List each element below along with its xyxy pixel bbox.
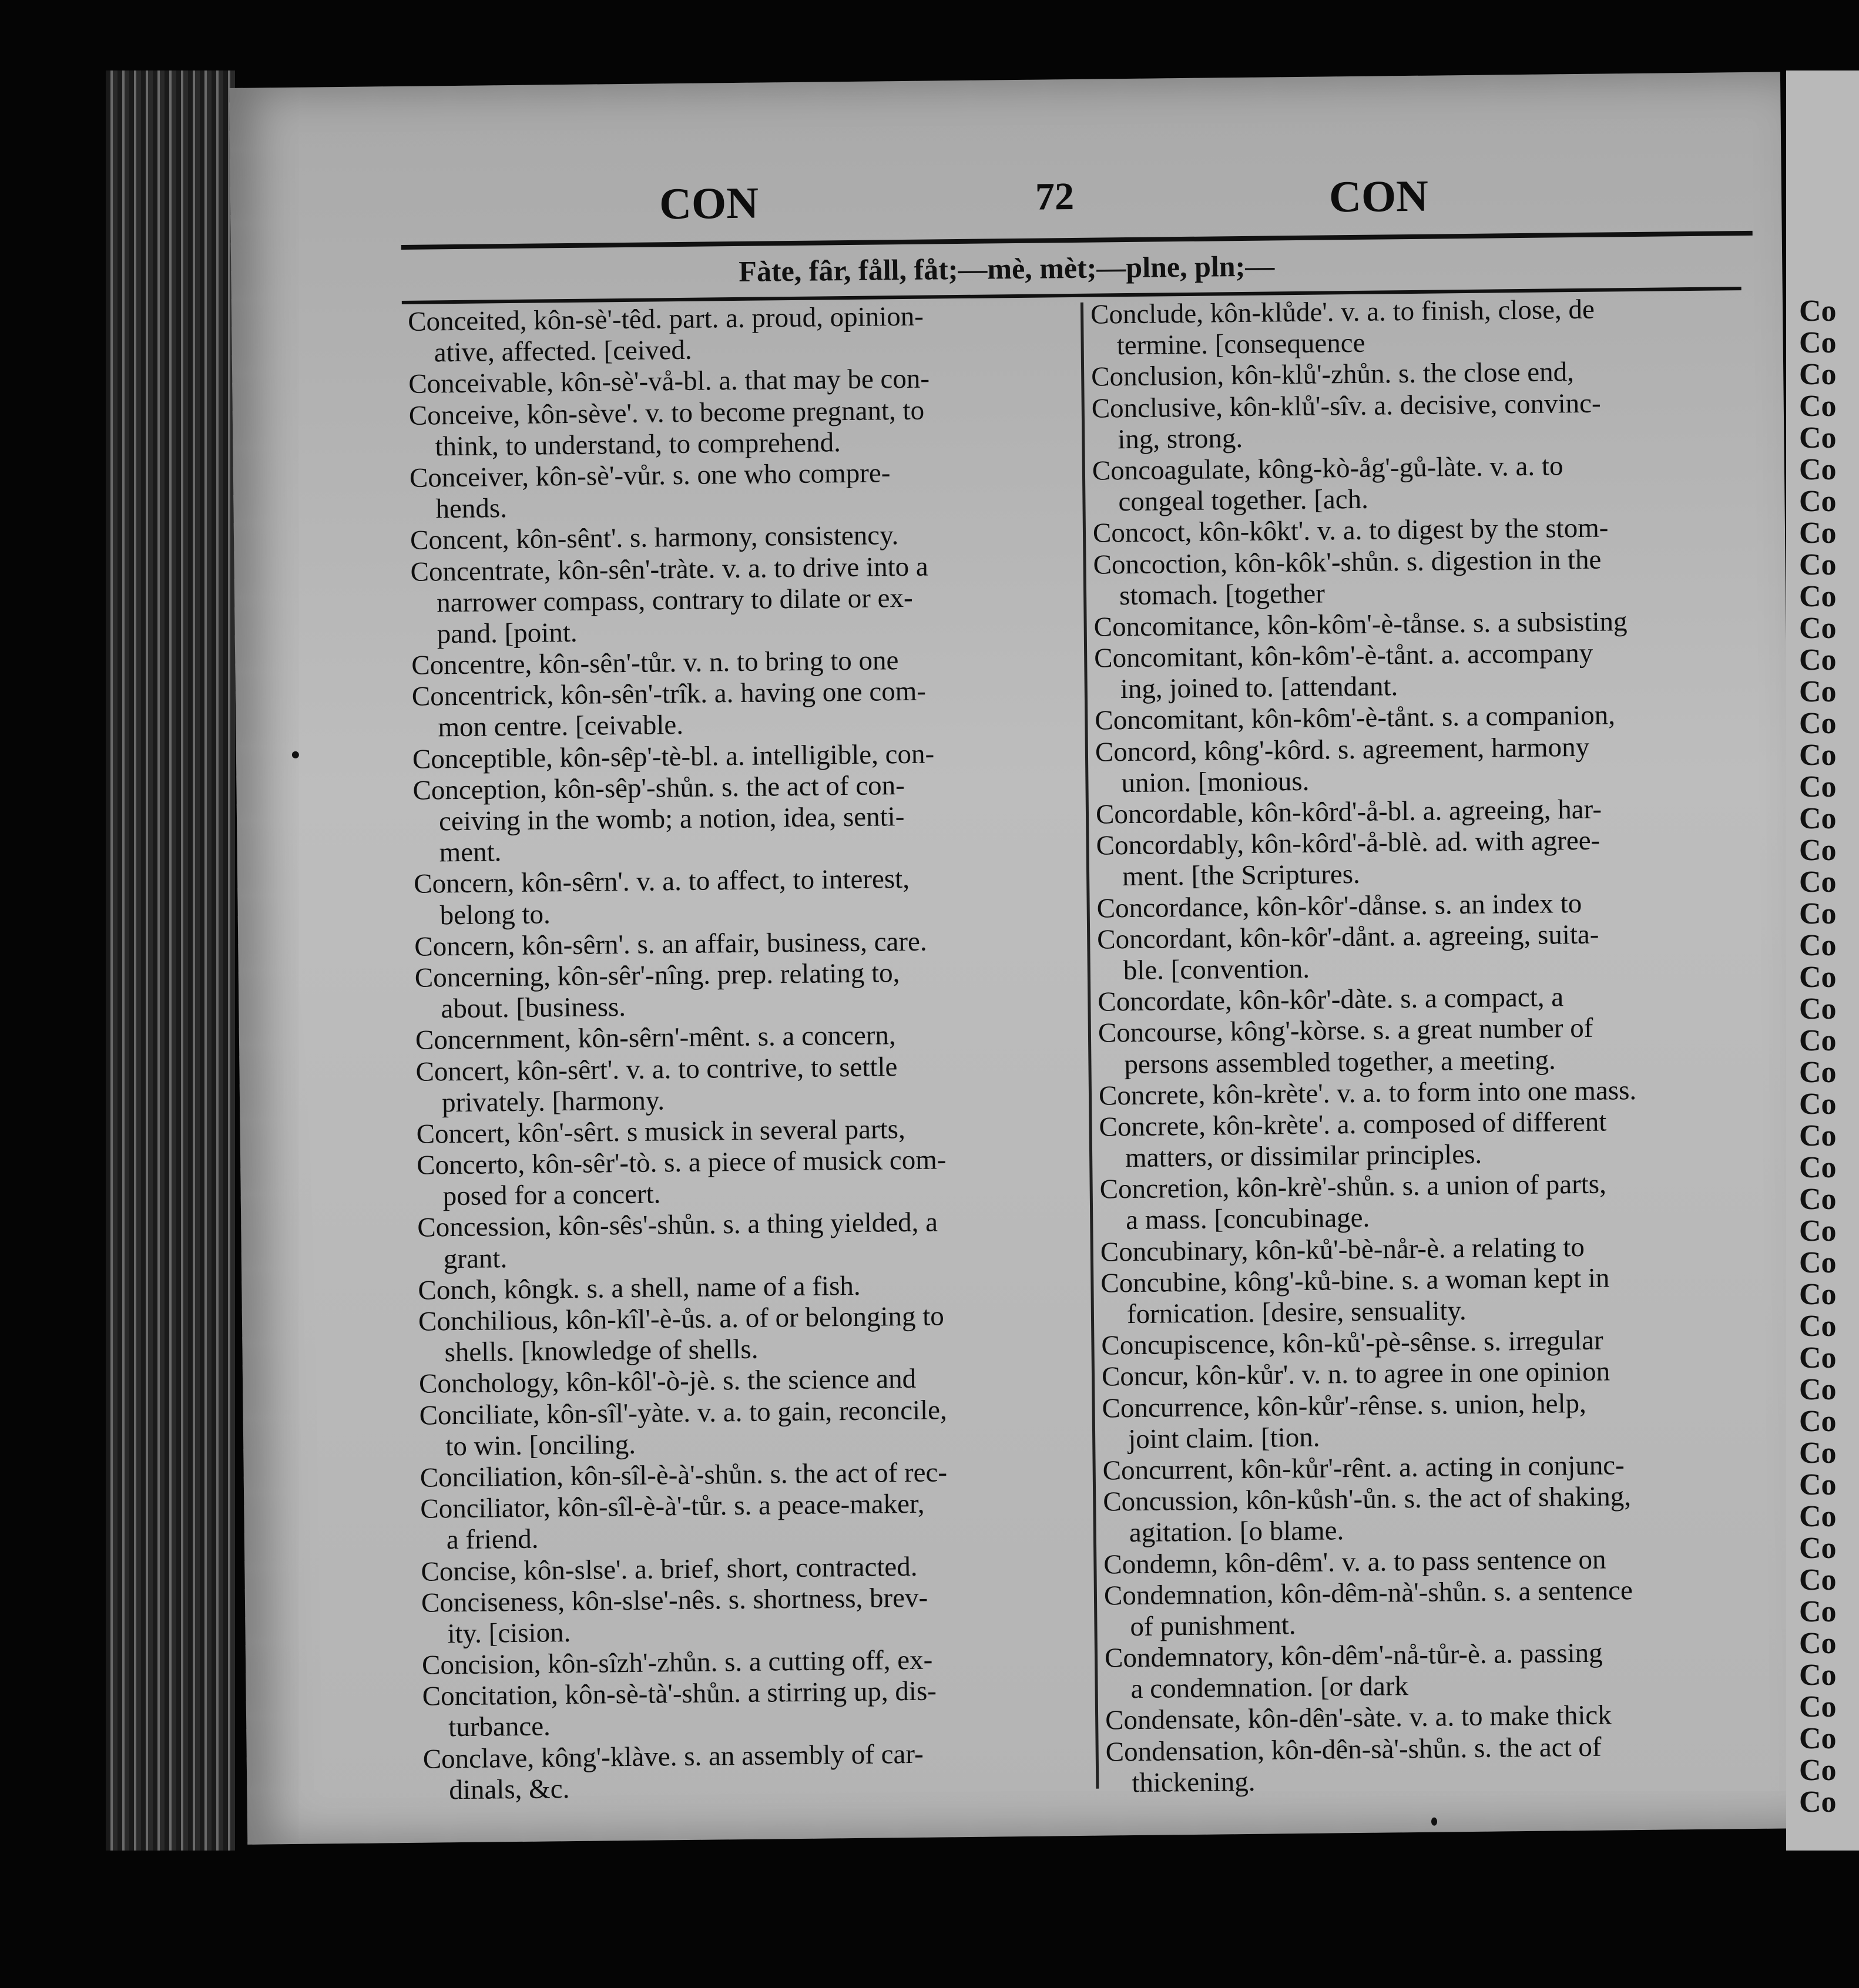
dictionary-line: ative, affected. [ceived. — [434, 334, 692, 368]
facing-page-word: Co — [1799, 1627, 1837, 1660]
dictionary-line: ing, strong. — [1118, 422, 1243, 455]
dictionary-line: Concubine, kông'-ků-bine. s. a woman kept in — [1100, 1262, 1610, 1299]
dictionary-line: Concussion, kôn-kůsh'-ůn. s. the act of shaking, — [1103, 1481, 1632, 1517]
dictionary-line: Concord, kông'-kôrd. s. agreement, harmony — [1095, 731, 1590, 768]
facing-page-word: Co — [1799, 1436, 1837, 1470]
dictionary-line: mon centre. [ceivable. — [438, 710, 684, 743]
dictionary-line: Conclusion, kôn-klů'-zhůn. s. the close end, — [1090, 357, 1575, 393]
book-spine — [106, 70, 235, 1851]
dictionary-line: Conclude, kôn-klůde'. v. a. to finish, close, de — [1090, 294, 1595, 330]
facing-page-word: Co — [1799, 738, 1837, 772]
dictionary-line: Concomitance, kôn-kôm'-è-tånse. s. a subsisting — [1093, 606, 1628, 643]
dictionary-line: ment. — [439, 837, 502, 868]
dictionary-line: Condemnatory, kôn-dêm'-nå-tůr-è. a. passing — [1104, 1637, 1603, 1674]
dictionary-line: about. [business. — [441, 992, 626, 1025]
facing-page-word: Co — [1799, 1341, 1837, 1375]
dictionary-line: Conciliate, kôn-sîl'-yàte. v. a. to gain, reconcile, — [419, 1394, 948, 1431]
facing-page-word: Co — [1799, 834, 1837, 867]
dictionary-line: Concoction, kôn-kôk'-shůn. s. digestion in the — [1093, 544, 1602, 580]
dictionary-line: Concern, kôn-sêrn'. v. a. to affect, to interest, — [413, 864, 910, 900]
facing-page-word: Co — [1799, 707, 1837, 740]
facing-page-word: Co — [1799, 1785, 1837, 1819]
facing-page-word: Co — [1799, 1151, 1837, 1184]
dictionary-line: Concrete, kôn-krète'. a. composed of different — [1099, 1106, 1607, 1143]
dictionary-line: Conchology, kôn-kôl'-ò-jè. s. the science and — [418, 1364, 917, 1400]
dictionary-line: ing, joined to. [attendant. — [1120, 671, 1398, 705]
dictionary-line: Concordant, kôn-kôr'-dånt. a. agreeing, suita- — [1096, 919, 1599, 955]
dictionary-line: Conch, kôngk. s. a shell, name of a fish. — [418, 1270, 861, 1306]
facing-page-edge — [1786, 70, 1859, 1851]
facing-page-word: Co — [1799, 1246, 1837, 1280]
facing-page-word: Co — [1799, 865, 1837, 899]
facing-page-word: Co — [1799, 992, 1837, 1026]
dictionary-line: Condensate, kôn-dên'-sàte. v. a. to make thick — [1105, 1700, 1612, 1736]
dictionary-line: persons assembled together, a meeting. — [1124, 1044, 1556, 1080]
facing-page-word: Co — [1799, 1214, 1837, 1248]
facing-page-word: Co — [1799, 770, 1837, 804]
dictionary-line: belong to. — [439, 898, 551, 931]
facing-page-word: Co — [1799, 294, 1837, 328]
dictionary-line: Concrete, kôn-krète'. v. a. to form into one mass. — [1098, 1074, 1637, 1111]
dictionary-line: narrower compass, contrary to dilate or ex- — [436, 582, 913, 619]
dictionary-line: termine. [consequence — [1116, 327, 1365, 361]
ink-speck — [292, 751, 299, 758]
dictionary-line: posed for a concert. — [442, 1178, 661, 1212]
dictionary-line: Conceptible, kôn-sêp'-tè-bl. a. intelligible, con- — [412, 738, 935, 775]
facing-page-word: Co — [1799, 1373, 1837, 1406]
dictionary-line: agitation. [o blame. — [1129, 1515, 1344, 1549]
facing-page-word: Co — [1799, 548, 1837, 582]
facing-page-word: Co — [1799, 643, 1837, 677]
dictionary-line: Concur, kôn-kůr'. v. n. to agree in one opinion — [1101, 1356, 1610, 1392]
facing-page-word: Co — [1799, 453, 1837, 486]
dictionary-line: turbance. — [448, 1711, 551, 1743]
dictionary-line: Concert, kôn-sêrt'. v. a. to contrive, to settle — [415, 1051, 898, 1087]
dictionary-line: Concubinary, kôn-ků'-bè-når-è. a relating to — [1100, 1231, 1585, 1268]
facing-page-word: Co — [1799, 1119, 1837, 1153]
facing-page-word: Co — [1799, 358, 1837, 391]
dictionary-line: Concerning, kôn-sêr'-nîng. prep. relating to, — [414, 958, 900, 993]
dictionary-line: union. [monious. — [1121, 765, 1310, 798]
dictionary-line: Conceivable, kôn-sè'-vå-bl. a. that may be con- — [408, 363, 930, 400]
dictionary-line: Conception, kôn-sêp'-shůn. s. the act of con- — [412, 770, 905, 806]
facing-page-word: Co — [1799, 1087, 1837, 1121]
dictionary-line: Concentre, kôn-sên'-tůr. v. n. to bring to one — [411, 645, 899, 681]
right-column — [1090, 293, 1756, 1799]
dictionary-line: congeal together. [ach. — [1118, 483, 1369, 518]
left-column — [408, 300, 1073, 1806]
dictionary-line: Conceited, kôn-sè'-têd. part. a. proud, opinion- — [407, 301, 924, 337]
running-head-left: CON — [659, 178, 759, 229]
dictionary-line: of punishment. — [1130, 1610, 1296, 1642]
facing-page-word: Co — [1799, 485, 1837, 518]
facing-page-word: Co — [1799, 580, 1837, 613]
dictionary-line: think, to understand, to comprehend. — [435, 427, 841, 462]
facing-page-word: Co — [1799, 675, 1837, 708]
facing-page-word: Co — [1799, 897, 1837, 931]
book-page — [229, 72, 1798, 1844]
facing-page-word: Co — [1799, 802, 1837, 835]
dictionary-line: Conchilious, kôn-kîl'-è-ůs. a. of or belonging to — [418, 1301, 945, 1337]
dictionary-line: Condemn, kôn-dêm'. v. a. to pass sentence on — [1103, 1544, 1606, 1580]
dictionary-line: Concomitant, kôn-kôm'-è-tånt. a. accompany — [1093, 637, 1593, 674]
facing-page-word: Co — [1799, 516, 1837, 550]
dictionary-line: grant. — [443, 1242, 508, 1274]
dictionary-line: ity. [cision. — [447, 1617, 571, 1650]
dictionary-line: Concernment, kôn-sêrn'-mênt. s. a concern, — [415, 1020, 896, 1056]
facing-page-word: Co — [1799, 929, 1837, 962]
dictionary-line: Conclusive, kôn-klů'-sîv. a. decisive, convinc- — [1091, 388, 1601, 424]
dictionary-line: Concern, kôn-sêrn'. s. an affair, business, care. — [414, 926, 927, 962]
dictionary-line: a condemnation. [or dark — [1130, 1671, 1409, 1705]
ink-speck — [1431, 1818, 1437, 1826]
dictionary-line: Concoct, kôn-kôkt'. v. a. to digest by the stom- — [1092, 512, 1609, 549]
dictionary-line: ment. [the Scriptures. — [1122, 859, 1361, 892]
dictionary-line: Concordably, kôn-kôrd'-å-blè. ad. with agree- — [1096, 825, 1600, 861]
dictionary-line: Condensation, kôn-dên-sà'-shůn. s. the act of — [1105, 1731, 1602, 1768]
facing-page-word: Co — [1799, 1690, 1837, 1724]
dictionary-line: Concert, kôn'-sêrt. s musick in several parts, — [416, 1113, 905, 1150]
dictionary-line: Concise, kôn-slse'. a. brief, short, contracted. — [421, 1551, 918, 1587]
dictionary-line: to win. [onciling. — [445, 1429, 636, 1462]
dictionary-line: Concourse, kông'-kòrse. s. a great number of — [1098, 1013, 1593, 1049]
facing-page-word: Co — [1799, 1278, 1837, 1311]
dictionary-line: Concurrent, kôn-kůr'-rênt. a. acting in conjunc- — [1102, 1450, 1625, 1486]
facing-page-word: Co — [1799, 1532, 1837, 1565]
dictionary-line: a friend. — [446, 1523, 539, 1556]
dictionary-line: Condemnation, kôn-dêm-nà'-shůn. s. a sentence — [1103, 1574, 1633, 1611]
facing-page-word: Co — [1799, 389, 1837, 423]
dictionary-line: Concision, kôn-sîzh'-zhůn. s. a cutting off, ex- — [421, 1644, 933, 1681]
dictionary-line: fornication. [desire, sensuality. — [1126, 1295, 1467, 1330]
facing-page-word: Co — [1799, 421, 1837, 455]
dictionary-line: Concentrate, kôn-sên'-tràte. v. a. to drive into a — [410, 551, 929, 587]
dictionary-line: ceiving in the womb; a notion, idea, senti- — [438, 801, 905, 837]
dictionary-line: Concession, kôn-sês'-shůn. s. a thing yielded, a — [417, 1207, 938, 1244]
dictionary-line: Conclave, kông'-klàve. s. an assembly of car- — [422, 1738, 924, 1775]
dictionary-line: Conciliation, kôn-sîl-è-à'-shůn. s. the act of rec- — [420, 1457, 948, 1493]
facing-page-word: Co — [1799, 1024, 1837, 1057]
dictionary-line: Concurrence, kôn-kůr'-rênse. s. union, help, — [1102, 1388, 1587, 1424]
dictionary-line: ble. [convention. — [1123, 953, 1310, 986]
facing-page-word: Co — [1799, 1468, 1837, 1502]
dictionary-line: Concoagulate, kông-kò-åg'-gů-làte. v. a. to — [1092, 451, 1563, 486]
dictionary-line: Conceiver, kôn-sè'-vůr. s. one who compre- — [409, 458, 891, 493]
dictionary-line: matters, or dissimilar principles. — [1125, 1139, 1482, 1174]
dictionary-line: Conciseness, kôn-slse'-nês. s. shortness, brev- — [421, 1582, 928, 1618]
pronunciation-key: Fàte, fâr, fåll, fåt;—mè, mèt;—plne, pln;— — [739, 249, 1275, 288]
dictionary-line: Concretion, kôn-krè'-shůn. s. a union of parts, — [1099, 1168, 1607, 1205]
facing-page-word: Co — [1799, 1405, 1837, 1438]
dictionary-line: Concordable, kôn-kôrd'-å-bl. a. agreeing, har- — [1095, 794, 1602, 830]
dictionary-line: Concentrick, kôn-sên'-trîk. a. having one com- — [411, 676, 927, 713]
dictionary-line: Concitation, kôn-sè-tà'-shůn. a stirring up, dis- — [422, 1675, 937, 1712]
running-head-right: CON — [1328, 171, 1429, 222]
facing-page-word: Co — [1799, 326, 1837, 360]
dictionary-line: dinals, &c. — [449, 1773, 570, 1806]
facing-page-word: Co — [1799, 1056, 1837, 1089]
facing-page-word: Co — [1799, 1183, 1837, 1216]
dictionary-line: joint claim. [tion. — [1128, 1422, 1320, 1455]
facing-page-word: Co — [1799, 1754, 1837, 1787]
dictionary-line: a mass. [concubinage. — [1125, 1203, 1370, 1236]
facing-page-word: Co — [1799, 1309, 1837, 1343]
facing-page-word: Co — [1799, 961, 1837, 994]
page-number: 72 — [1035, 174, 1075, 219]
dictionary-line: Concordance, kôn-kôr'-dånse. s. an index to — [1096, 888, 1582, 924]
dictionary-line: Conciliator, kôn-sîl-è-à'-tůr. s. a peace-maker, — [420, 1488, 925, 1524]
dictionary-line: stomach. [together — [1119, 578, 1326, 611]
facing-page-word: Co — [1799, 1722, 1837, 1755]
dictionary-line: Concerto, kôn-sêr'-tò. s. a piece of musick com- — [416, 1144, 947, 1181]
dictionary-line: Concent, kôn-sênt'. s. harmony, consistency. — [410, 520, 899, 556]
facing-page-word: Co — [1799, 1658, 1837, 1692]
dictionary-line: pand. [point. — [437, 617, 578, 650]
dictionary-line: Concordate, kôn-kôr'-dàte. s. a compact, a — [1098, 982, 1564, 1017]
dictionary-line: privately. [harmony. — [441, 1085, 665, 1118]
dictionary-line: hends. — [435, 493, 508, 525]
facing-page-word: Co — [1799, 612, 1837, 645]
dictionary-line: Concupiscence, kôn-ků'-pè-sênse. s. irregular — [1101, 1325, 1603, 1361]
dictionary-line: Concomitant, kôn-kôm'-è-tånt. s. a companion, — [1095, 700, 1616, 737]
facing-page-word: Co — [1799, 1500, 1837, 1533]
facing-page-word: Co — [1799, 1563, 1837, 1597]
dictionary-line: thickening. — [1132, 1766, 1256, 1798]
facing-page-word: Co — [1799, 1595, 1837, 1628]
dictionary-line: Conceive, kôn-sève'. v. to become pregnant, to — [408, 395, 925, 431]
dictionary-line: shells. [knowledge of shells. — [444, 1334, 759, 1368]
